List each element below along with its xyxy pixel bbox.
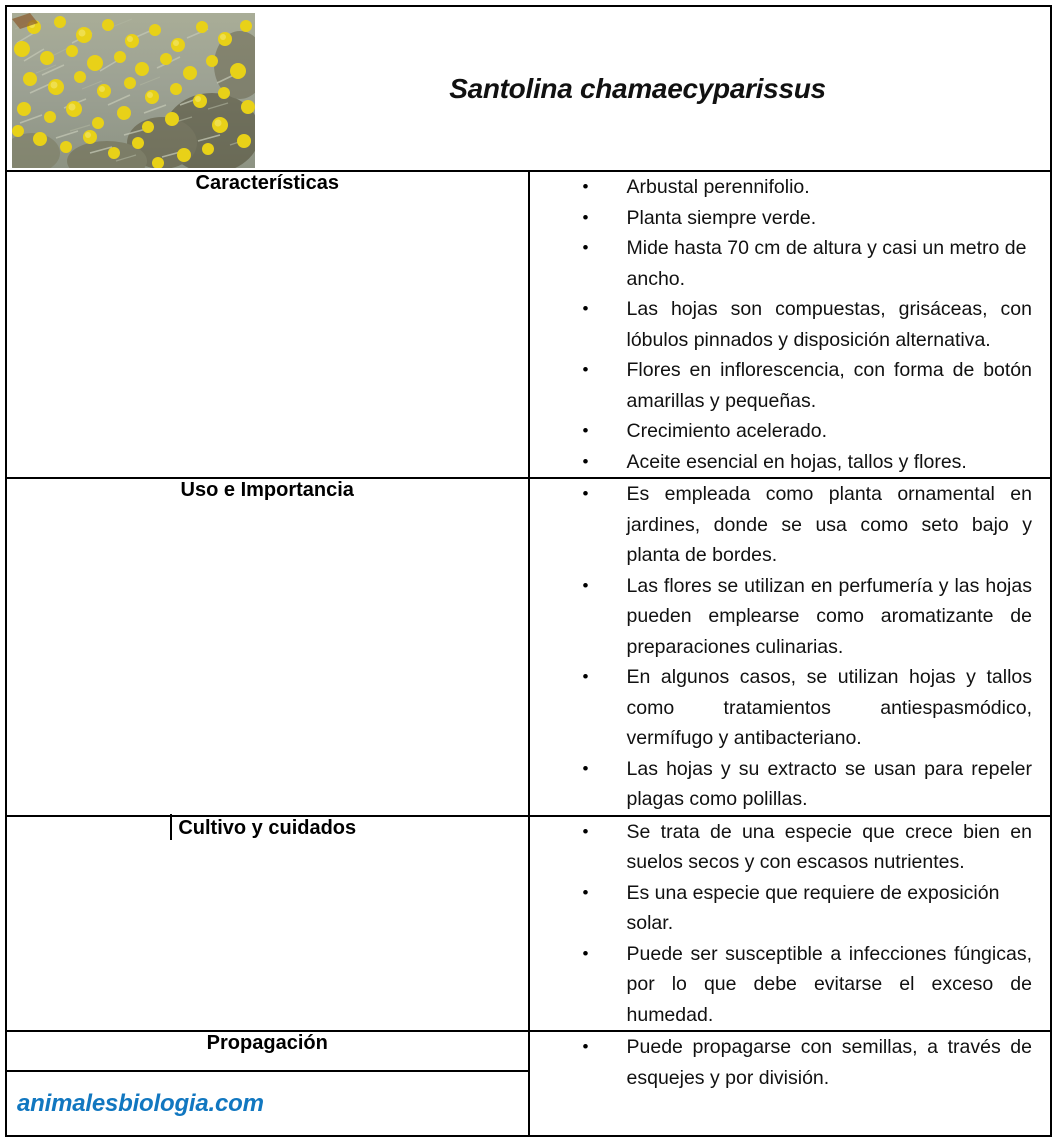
list-item: • Las flores se utilizan en perfumería y las hojas pueden emplearse como aromatizante de preparaciones culinarias.	[530, 571, 1051, 663]
row-label-text: Uso e Importancia	[180, 479, 354, 501]
row-label-text: Características	[195, 172, 339, 194]
row-label-text: Cultivo y cuidados	[178, 816, 357, 839]
santolina-plant-photo	[12, 13, 255, 168]
row-label-uso-e-importancia	[6, 478, 529, 816]
list-item: • Planta siempre verde.	[530, 203, 1051, 234]
list-item: • Se trata de una especie que crece bien en suelos secos y con escasos nutrientes.	[530, 817, 1051, 878]
page-title: Santolina chamaecyparissus	[449, 72, 826, 104]
row-content-caracteristicas	[529, 171, 1052, 478]
bullet-list	[530, 479, 1051, 815]
list-item: • Crecimiento acelerado.	[530, 416, 1051, 447]
table-row	[6, 171, 1051, 478]
list-item: • Arbustal perennifolio.	[530, 172, 1051, 203]
header-cell	[6, 6, 1051, 171]
species-fact-table	[5, 5, 1052, 1137]
list-item: • Es una especie que requiere de exposición solar.	[530, 878, 1051, 939]
watermark-cell	[6, 1071, 529, 1136]
list-item: • Puede ser susceptible a infecciones fúngicas, por lo que debe evitarse el exceso de humedad.	[530, 939, 1051, 1031]
site-watermark[interactable]: animalesbiologia.com	[17, 1089, 264, 1117]
row-label-cultivo-y-cuidados	[6, 816, 529, 1032]
table-row	[6, 478, 1051, 816]
row-label-text: Propagación	[206, 1032, 328, 1054]
list-item: • En algunos casos, se utilizan hojas y tallos como tratamientos antiespasmódico, vermífugo y antibacteriano.	[530, 662, 1051, 754]
list-item: • Las hojas y su extracto se usan para repeler plagas como polillas.	[530, 754, 1051, 815]
bullet-list	[530, 172, 1051, 477]
list-item: • Puede propagarse con semillas, a través de esquejes y por división.	[530, 1032, 1051, 1093]
row-content-cultivo-y-cuidados	[529, 816, 1052, 1032]
list-item: • Es empleada como planta ornamental en jardines, donde se usa como seto bajo y planta de bordes.	[530, 479, 1051, 571]
list-item: • Mide hasta 70 cm de altura y casi un metro de ancho.	[530, 233, 1051, 294]
list-item: • Flores en inflorescencia, con forma de botón amarillas y pequeñas.	[530, 355, 1051, 416]
row-content-propagacion	[529, 1031, 1052, 1136]
bullet-list	[530, 1032, 1051, 1093]
list-item: • Las hojas son compuestas, grisáceas, con lóbulos pinnados y disposición alternativa.	[530, 294, 1051, 355]
bullet-list	[530, 817, 1051, 1031]
table-row	[6, 1031, 1051, 1071]
row-label-caracteristicas	[6, 171, 529, 478]
row-content-uso-e-importancia	[529, 478, 1052, 816]
list-item: • Aceite esencial en hojas, tallos y flores.	[530, 447, 1051, 478]
row-label-propagacion	[6, 1031, 529, 1071]
table-row	[6, 816, 1051, 1032]
table-header-row	[6, 6, 1051, 171]
